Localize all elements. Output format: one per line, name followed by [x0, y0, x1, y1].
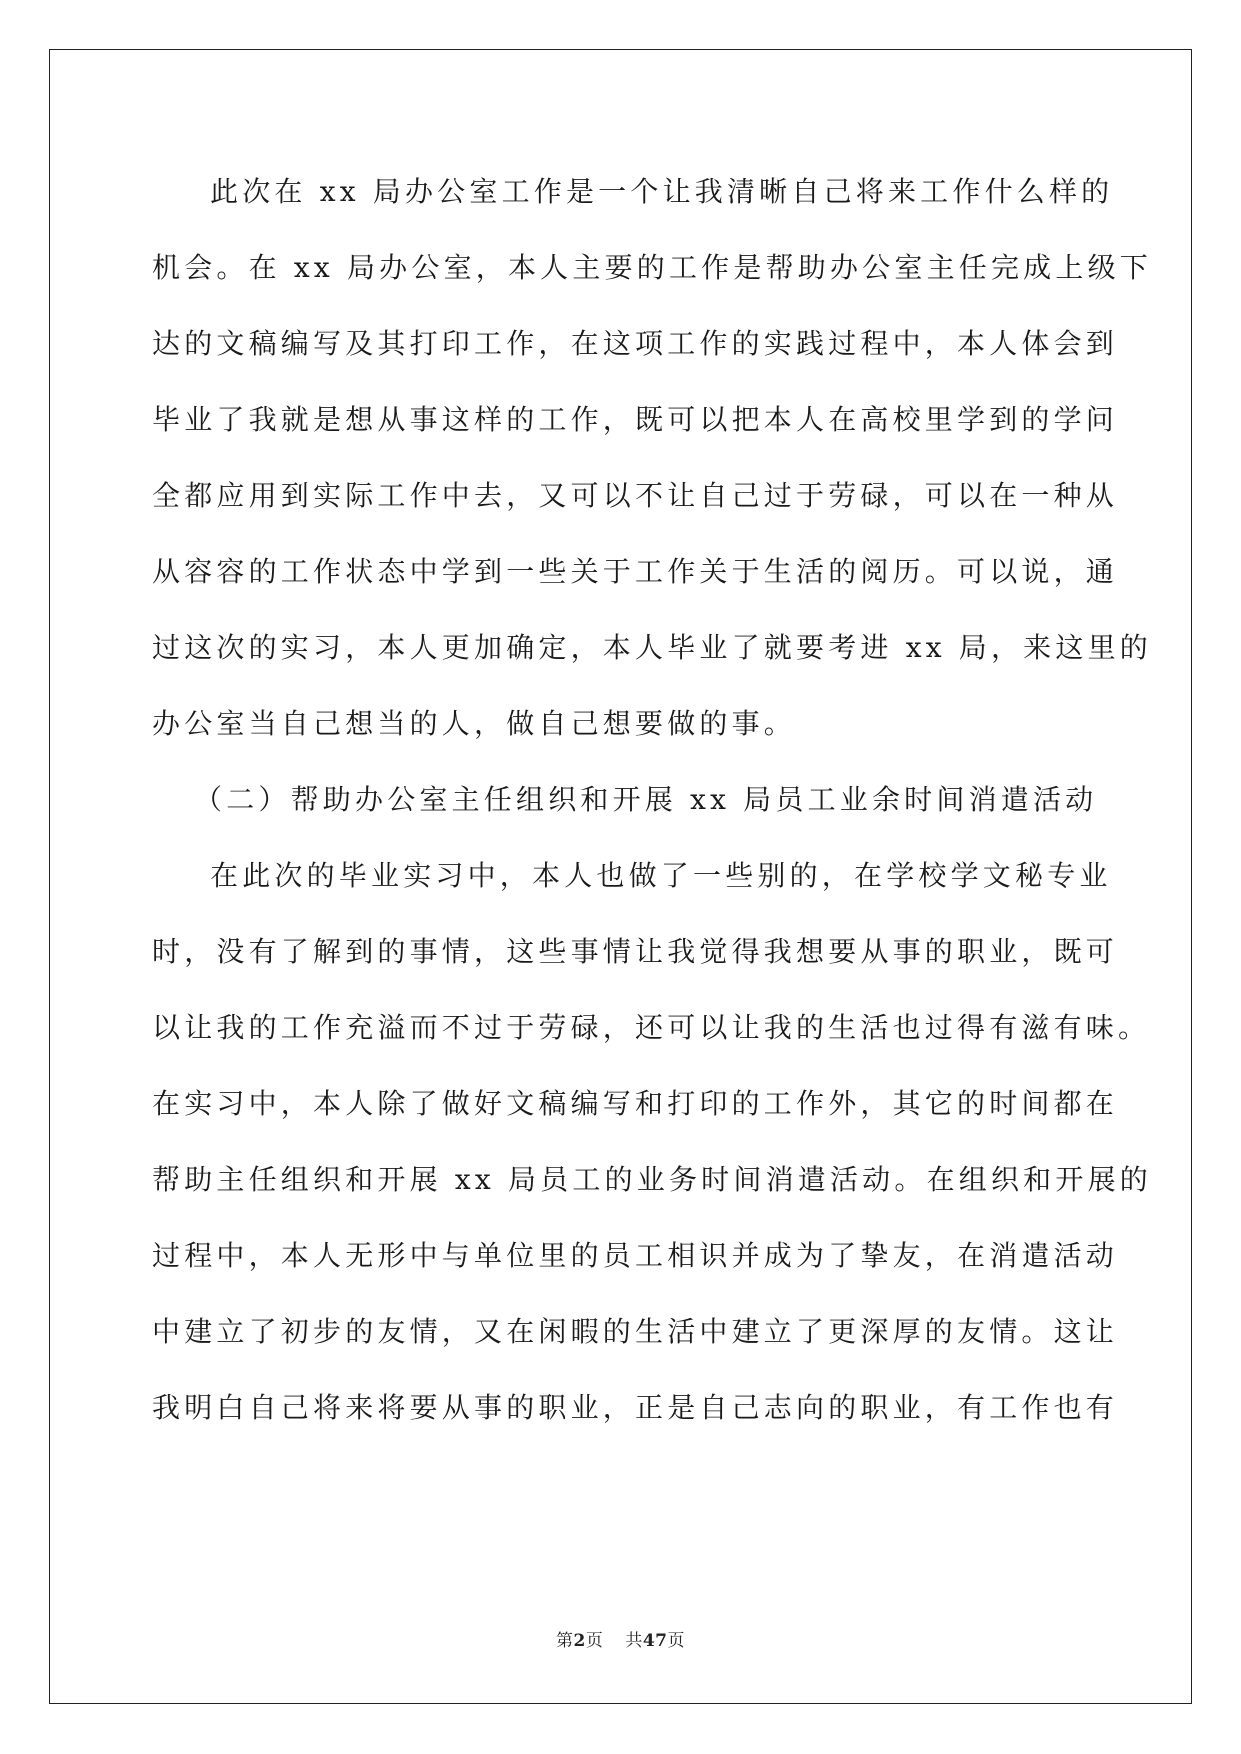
total-page-count: 47	[642, 1631, 668, 1651]
text-line: 时，没有了解到的事情，这些事情让我觉得我想要从事的职业，既可	[152, 935, 1119, 968]
total-prefix: 共	[625, 1631, 643, 1651]
text-line: 机会。在 xx 局办公室，本人主要的工作是帮助办公室主任完成上级下	[152, 251, 1152, 284]
section-heading: （二）帮助办公室主任组织和开展 xx 局员工业余时间消遣活动	[194, 783, 1098, 816]
paragraph-1	[152, 163, 1152, 771]
text-line: 从容容的工作状态中学到一些关于工作关于生活的阅历。可以说，通	[152, 555, 1119, 588]
text-line: 过这次的实习，本人更加确定，本人毕业了就要考进 xx 局，来这里的	[152, 631, 1152, 664]
text-line: 过程中，本人无形中与单位里的员工相识并成为了挚友，在消遣活动	[152, 1239, 1119, 1272]
page-prefix: 第	[555, 1631, 574, 1651]
total-unit: 页	[667, 1631, 685, 1651]
paragraph-2	[152, 847, 1152, 1455]
text-line: 在实习中，本人除了做好文稿编写和打印的工作外，其它的时间都在	[152, 1087, 1119, 1120]
text-line: 全都应用到实际工作中去，又可以不让自己过于劳碌，可以在一种从	[152, 479, 1119, 512]
current-page-number: 2	[573, 1631, 586, 1651]
text-line: 我明白自己将来将要从事的职业，正是自己志向的职业，有工作也有	[152, 1391, 1119, 1424]
text-line: 以让我的工作充溢而不过于劳碌，还可以让我的生活也过得有滋有味。	[152, 1011, 1151, 1044]
text-line: 帮助主任组织和开展 xx 局员工的业务时间消遣活动。在组织和开展的	[152, 1163, 1152, 1196]
text-line: 中建立了初步的友情，又在闲暇的生活中建立了更深厚的友情。这让	[152, 1315, 1119, 1348]
document-body	[152, 163, 1152, 1455]
page-footer	[0, 1626, 1241, 1651]
text-line: 在此次的毕业实习中，本人也做了一些别的，在学校学文秘专业	[210, 859, 1112, 892]
text-line: 毕业了我就是想从事这样的工作，既可以把本人在高校里学到的学问	[152, 403, 1119, 436]
text-line: 此次在 xx 局办公室工作是一个让我清晰自己将来工作什么样的	[210, 175, 1114, 208]
page-unit: 页	[585, 1631, 604, 1651]
text-line: 达的文稿编写及其打印工作，在这项工作的实践过程中，本人体会到	[152, 327, 1119, 360]
text-line: 办公室当自己想当的人，做自己想要做的事。	[152, 707, 797, 740]
